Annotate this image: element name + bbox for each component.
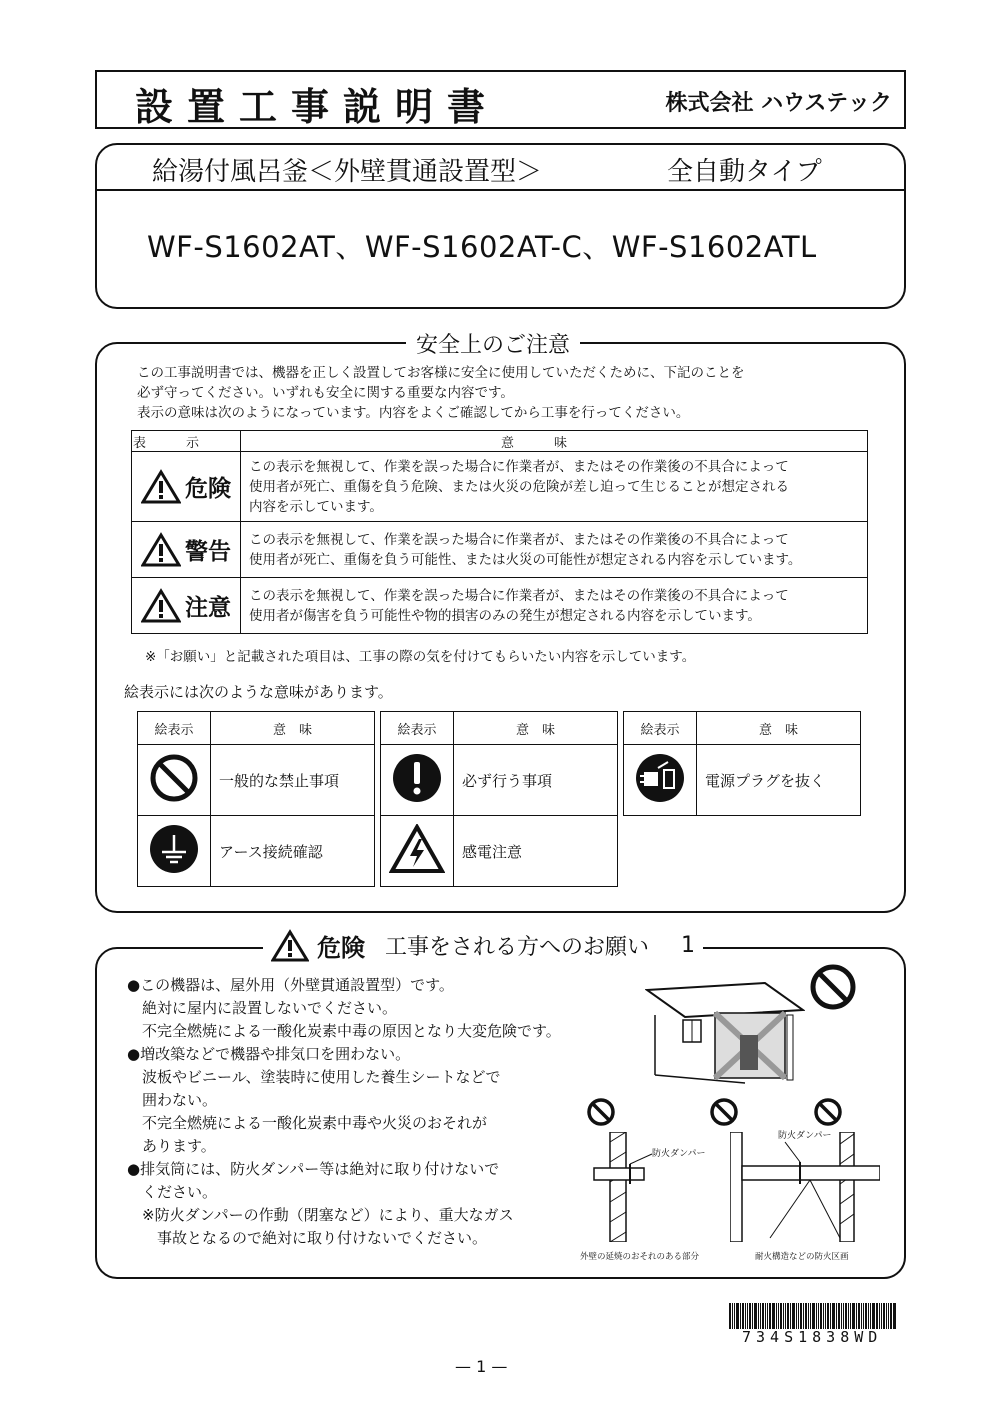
signal-desc-caution — [241, 578, 868, 634]
symbol-header-icon: 絵表示 — [624, 712, 697, 745]
barcode-bar — [808, 1303, 809, 1329]
product-divider — [97, 189, 904, 191]
symbol-icon-cell — [381, 816, 454, 887]
prohibition-icon — [585, 1096, 617, 1128]
barcode-bar — [816, 1303, 817, 1329]
symbol-header-meaning: 意 味 — [211, 712, 375, 745]
barcode-bar — [736, 1303, 739, 1329]
barcode-bar — [870, 1303, 871, 1329]
symbol-text: 電源プラグを抜く — [697, 745, 861, 816]
warning-triangle-icon — [271, 929, 309, 963]
symbol-text: 必ず行う事項 — [454, 745, 618, 816]
barcode-bar — [810, 1303, 811, 1329]
symbol-icon-cell — [138, 816, 211, 887]
symbol-text: アース接続確認 — [211, 816, 375, 887]
prohibition-icon — [708, 1096, 740, 1128]
ground-icon — [148, 823, 200, 875]
barcode-bar — [769, 1303, 771, 1329]
desc-line: 使用者が死亡、重傷を負う危険、または火災の危険が差し迫って生じることが想定される — [249, 478, 789, 495]
signal-desc-warning — [241, 522, 868, 578]
signal-word-table — [131, 430, 868, 634]
figure-caption: 耐火構造などの防火区画 — [755, 1252, 849, 1262]
danger-bullets — [127, 974, 561, 1250]
barcode-bar — [893, 1303, 896, 1329]
barcode-bar — [754, 1303, 757, 1329]
barcode-bar — [825, 1303, 826, 1329]
title-box — [95, 70, 906, 129]
barcode-bar — [823, 1303, 824, 1329]
desc-line: この表示を無視して、作業を誤った場合に作業者が、またはその作業後の不具合によって — [249, 458, 789, 475]
symbol-table-2 — [380, 711, 618, 887]
safety-intro-2: 必ず守ってください。いずれも安全に関する重要な内容です。 — [137, 385, 514, 401]
symbol-text: 感電注意 — [454, 816, 618, 887]
barcode-bar — [798, 1303, 799, 1329]
mandatory-icon — [391, 752, 443, 804]
barcode-bar — [745, 1303, 746, 1329]
safety-intro-1: この工事説明書では、機器を正しく設置してお客様に安全に使用していただくために、下記のことを — [137, 365, 745, 381]
safety-intro-3: 表示の意味は次のようになっています。内容をよくご確認してから工事を行ってください。 — [137, 405, 690, 421]
barcode-bar — [881, 1303, 882, 1329]
symbol-header-meaning: 意 味 — [697, 712, 861, 745]
barcode-bar — [841, 1303, 842, 1329]
signal-label-caution — [132, 578, 241, 634]
barcode-bar — [812, 1303, 815, 1329]
damper-diagram-partition — [730, 1132, 880, 1242]
damper-label: 防火ダンパー — [652, 1149, 706, 1159]
product-code: 734S1838WD — [742, 1328, 883, 1346]
barcode-bar — [883, 1303, 885, 1329]
house-enclosure-illustration — [645, 975, 805, 1090]
barcode-bar — [876, 1303, 878, 1329]
symbol-header-icon: 絵表示 — [381, 712, 454, 745]
safety-section-title: 安全上のご注意 — [406, 328, 580, 359]
barcode-bar — [760, 1303, 761, 1329]
bullet-line: 絶対に屋内に設置しないでください。 — [127, 999, 398, 1017]
bullet-line: ●この機器は、屋外用（外壁貫通設置型）です。 — [127, 976, 454, 994]
barcode-bar — [749, 1303, 751, 1329]
barcode-bar — [852, 1303, 855, 1329]
barcode-bar — [836, 1303, 837, 1329]
barcode-bar — [843, 1303, 844, 1329]
barcode-bar — [856, 1303, 857, 1329]
company-name: 株式会社 ハウステック — [665, 91, 892, 116]
model-numbers: WF-S1602AT、WF-S1602AT-C、WF-S1602ATL — [147, 230, 817, 264]
barcode-bar — [767, 1303, 768, 1329]
desc-line: この表示を無視して、作業を誤った場合に作業者が、またはその作業後の不具合によって — [249, 531, 789, 548]
symbol-table-3 — [623, 711, 861, 816]
figure-caption: 外壁の延焼のおそれのある部分 — [580, 1252, 700, 1262]
barcode-bar — [868, 1303, 869, 1329]
desc-line: 使用者が死亡、重傷を負う可能性、または火災の可能性が想定される内容を示しています。 — [249, 551, 802, 568]
bullet-line: あります。 — [127, 1137, 216, 1155]
damper-label: 防火ダンパー — [778, 1131, 832, 1141]
danger-number: 1 — [681, 933, 696, 958]
danger-title: 工事をされる方へのお願い — [385, 935, 650, 960]
danger-label: 危険 — [317, 934, 365, 962]
barcode-bar — [752, 1303, 753, 1329]
page-number: — 1 — — [455, 1357, 508, 1376]
bullet-line: ください。 — [127, 1183, 218, 1201]
signal-word: 注意 — [185, 595, 231, 621]
bullet-line: ※防火ダンパーの作動（閉塞など）により、重大なガス — [127, 1206, 514, 1224]
prohibition-icon — [808, 962, 858, 1012]
barcode-bar — [785, 1303, 786, 1329]
warning-triangle-icon — [141, 532, 181, 568]
warning-triangle-icon — [141, 469, 181, 505]
symbol-table-1 — [137, 711, 375, 887]
barcode-bar — [783, 1303, 784, 1329]
barcode-bar — [776, 1303, 777, 1329]
barcode-bar — [734, 1303, 735, 1329]
barcode-bar — [803, 1303, 804, 1329]
barcode-bar — [787, 1303, 789, 1329]
signal-word: 危険 — [185, 476, 231, 502]
barcode-bar — [858, 1303, 860, 1329]
barcode-bar — [762, 1303, 764, 1329]
desc-line: この表示を無視して、作業を誤った場合に作業者が、またはその作業後の不具合によって — [249, 587, 789, 604]
product-box — [95, 143, 906, 309]
barcode-bar — [863, 1303, 864, 1329]
barcode-bar — [879, 1303, 880, 1329]
symbol-header-meaning: 意 味 — [454, 712, 618, 745]
barcode-bar — [780, 1303, 782, 1329]
bullet-line: 波板やビニール、塗装時に使用した養生シートなどで — [127, 1068, 501, 1086]
barcode-bar — [742, 1303, 744, 1329]
barcode-bar — [845, 1303, 847, 1329]
page-title: 設置工事説明書 — [135, 85, 500, 129]
danger-section-title — [263, 928, 703, 963]
bullet-line: 不完全燃焼による一酸化炭素中毒の原因となり大変危険です。 — [127, 1022, 561, 1040]
barcode-bar — [888, 1303, 889, 1329]
barcode-bar — [850, 1303, 851, 1329]
symbol-text: 一般的な禁止事項 — [211, 745, 375, 816]
bullet-line: ●排気筒には、防火ダンパー等は絶対に取り付けないで — [127, 1160, 500, 1178]
bullet-line: 事故となるので絶対に取り付けないでください。 — [127, 1229, 488, 1247]
signal-label-danger — [132, 452, 241, 522]
barcode-bar — [790, 1303, 791, 1329]
bullet-line: 囲わない。 — [127, 1091, 218, 1109]
barcode-bar — [848, 1303, 849, 1329]
bullet-line: ●増改築などで機器や排気口を囲わない。 — [127, 1045, 411, 1063]
symbol-icon-cell — [381, 745, 454, 816]
symbol-icon-cell — [624, 745, 697, 816]
signal-word: 警告 — [185, 539, 231, 565]
barcode-bar — [838, 1303, 840, 1329]
barcode-bar — [796, 1303, 797, 1329]
symbol-header-icon: 絵表示 — [138, 712, 211, 745]
barcode-bar — [830, 1303, 831, 1329]
unplug-icon — [634, 752, 686, 804]
barcode-bar — [732, 1303, 733, 1329]
barcode-bar — [758, 1303, 759, 1329]
product-mode: 全自動タイプ — [667, 157, 822, 187]
bullet-line: 不完全燃焼による一酸化炭素中毒や火災のおそれが — [127, 1114, 488, 1132]
barcode-bar — [765, 1303, 766, 1329]
barcode-bar — [800, 1303, 802, 1329]
signal-label-warning — [132, 522, 241, 578]
warning-triangle-icon — [141, 588, 181, 624]
product-type: 給湯付風呂釜＜外壁貫通設置型＞ — [152, 157, 543, 187]
barcode-bar — [865, 1303, 867, 1329]
request-note: ※「お願い」と記載された項目は、工事の際の気を付けてもらいたい内容を示しています。 — [145, 649, 696, 665]
barcode-bar — [872, 1303, 875, 1329]
table-header-meaning: 意味 — [241, 431, 868, 452]
signal-desc-danger — [241, 452, 868, 522]
barcode-bar — [740, 1303, 741, 1329]
barcode-bar — [827, 1303, 829, 1329]
barcode-bar — [818, 1303, 819, 1329]
barcode-bar — [820, 1303, 822, 1329]
barcode-bar — [778, 1303, 779, 1329]
barcode-bar — [832, 1303, 835, 1329]
prohibition-icon — [148, 752, 200, 804]
prohibition-icon — [812, 1096, 844, 1128]
barcode-bar — [890, 1303, 892, 1329]
barcode-bar — [886, 1303, 887, 1329]
barcode-bar — [805, 1303, 807, 1329]
barcode — [729, 1303, 897, 1329]
electric-shock-icon — [389, 824, 445, 874]
symbol-icon-cell — [138, 745, 211, 816]
barcode-bar — [772, 1303, 775, 1329]
barcode-bar — [747, 1303, 748, 1329]
desc-line: 使用者が傷害を負う可能性や物的損害のみの発生が想定される内容を示しています。 — [249, 607, 761, 624]
barcode-bar — [861, 1303, 862, 1329]
table-header-label: 表示 — [132, 431, 241, 452]
desc-line: 内容を示しています。 — [249, 498, 383, 515]
barcode-bar — [729, 1303, 731, 1329]
symbols-intro: 絵表示には次のような意味があります。 — [124, 683, 393, 701]
barcode-bar — [792, 1303, 795, 1329]
